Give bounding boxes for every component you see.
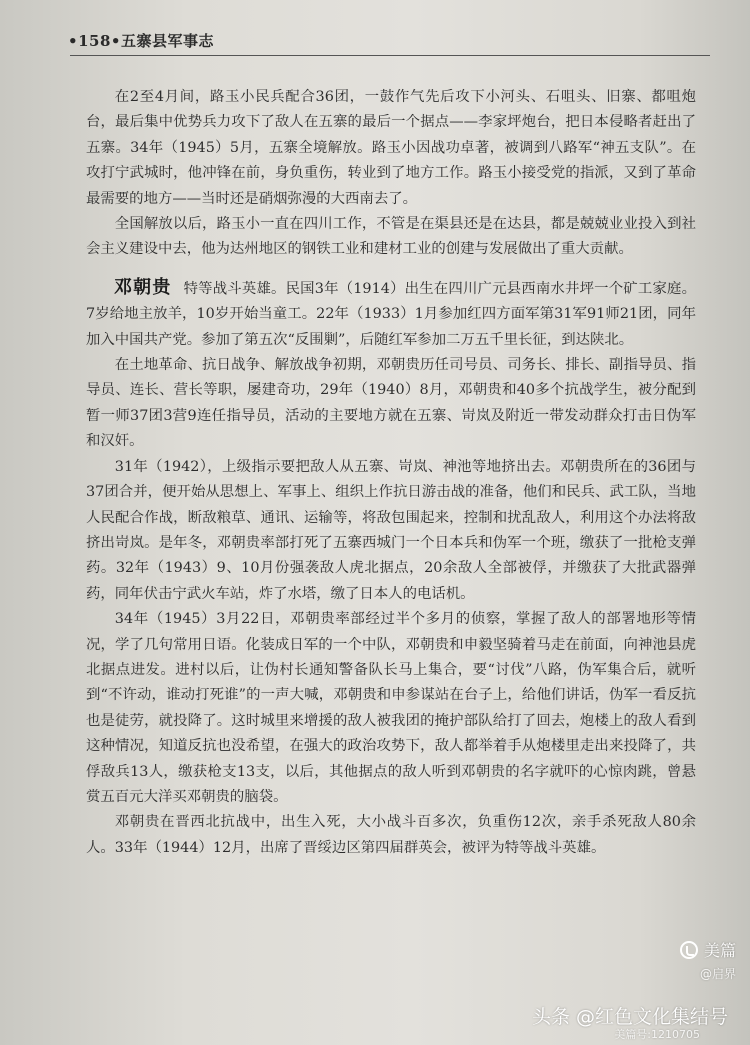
page-body bbox=[86, 85, 696, 861]
meipian-id-watermark: 美篇号:1210705 bbox=[614, 1028, 700, 1041]
paragraph-2: 全国解放以后，路玉小一直在四川工作，不管是在渠县还是在达县，都是兢兢业业投入到社会主义建设中去，他为达州地区的钢铁工业和建材工业的创建与发展做出了重大贡献。 bbox=[86, 216, 696, 258]
header-rule bbox=[70, 55, 710, 56]
paragraph-6: 邓朝贵在晋西北抗战中，出生入死，大小战斗百多次，负重伤12次，亲手杀死敌人80余人。33年（1944）12月，出席了晋绥边区第四届群英会，被评为特等战斗英雄。 bbox=[86, 814, 696, 856]
entry-deng-chaogui bbox=[86, 275, 696, 353]
author-watermark: @启界 bbox=[699, 967, 736, 981]
meipian-logo-icon bbox=[680, 941, 698, 959]
meipian-watermark bbox=[680, 938, 736, 961]
paragraph-3: 在土地革命、抗日战争、解放战争初期，邓朝贵历任司号员、司务长、排长、副指导员、指导员、连长、营长等职，屡建奇功，29年（1940）8月，邓朝贵和40多个抗战学生，被分配到暂一师37团3营9连任指导员，活动的主要地方就在五寨、岢岚及附近一带发动群众打击日伪军和汉奸。 bbox=[86, 357, 696, 450]
entry-name: 邓朝贵 bbox=[114, 276, 172, 298]
running-head: •158•五寨县军事志 bbox=[68, 32, 214, 50]
paragraph-1: 在2至4月间，路玉小民兵配合36团，一鼓作气先后攻下小河头、石咀头、旧寨、都咀炮台，最后集中优势兵力攻下了敌人在五寨的最后一个据点——李家坪炮台，把日本侵略者赶出了五寨。34年（1945）5月，五寨全境解放。路玉小因战功卓著，被调到八路军“神五支队”。在攻打宁武城时，他冲锋在前，身负重伤，转业到了地方工作。路玉小接受党的指派，又到了革命最需要的地方——当时还是硝烟弥漫的大西南去了。 bbox=[86, 89, 696, 207]
toutiao-watermark: 头条 @红色文化集结号 bbox=[531, 1006, 728, 1028]
meipian-label: 美篇 bbox=[703, 941, 736, 960]
entry-text: 特等战斗英雄。民国3年（1914）出生在四川广元县西南水井坪一个矿工家庭。7岁给地主放羊，10岁开始当童工。22年（1933）1月参加红四方面军第31军91师21团，同年加入中国共产党。参加了第五次“反围剿”，后随红军参加二万五千里长征，到达陕北。 bbox=[86, 280, 697, 348]
paragraph-4: 31年（1942），上级指示要把敌人从五寨、岢岚、神池等地挤出去。邓朝贵所在的36团与37团合并，便开始从思想上、军事上、组织上作抗日游击战的准备，他们和民兵、武工队，当地人民配合作战，断敌粮草、通讯、运输等，将敌包围起来，控制和扰乱敌人，利用这个办法将敌挤出岢岚。是年冬，邓朝贵率部打死了五寨西城门一个日本兵和伪军一个班，缴获了一批枪支弹药。32年（1943）9、10月份强袭敌人虎北据点，20余敌人全部被俘，并缴获了大批武器弹药，同年伏击宁武火车站，炸了水塔，缴了日本人的电话机。 bbox=[86, 458, 696, 602]
paragraph-5: 34年（1945）3月22日，邓朝贵率部经过半个多月的侦察，掌握了敌人的部署地形等情况，学了几句常用日语。化装成日军的一个中队，邓朝贵和申毅坚骑着马走在前面，向神池县虎北据点进发。进村以后，让伪村长通知警备队长马上集合，要“讨伐”八路，伪军集合后，就听到“不许动，谁动打死谁”的一声大喊，邓朝贵和申参谋站在台子上，给他们讲话，伪军一看反抗也是徒劳，就投降了。这时城里来增援的敌人被我团的掩护部队给打了回去，炮楼上的敌人看到这种情况，知道反抗也没希望，在强大的政治攻势下，敌人都举着手从炮楼里走出来投降了，共俘敌兵13人，缴获枪支13支，以后，其他据点的敌人听到邓朝贵的名字就吓的心惊肉跳，曾悬赏五百元大洋买邓朝贵的脑袋。 bbox=[86, 611, 696, 805]
